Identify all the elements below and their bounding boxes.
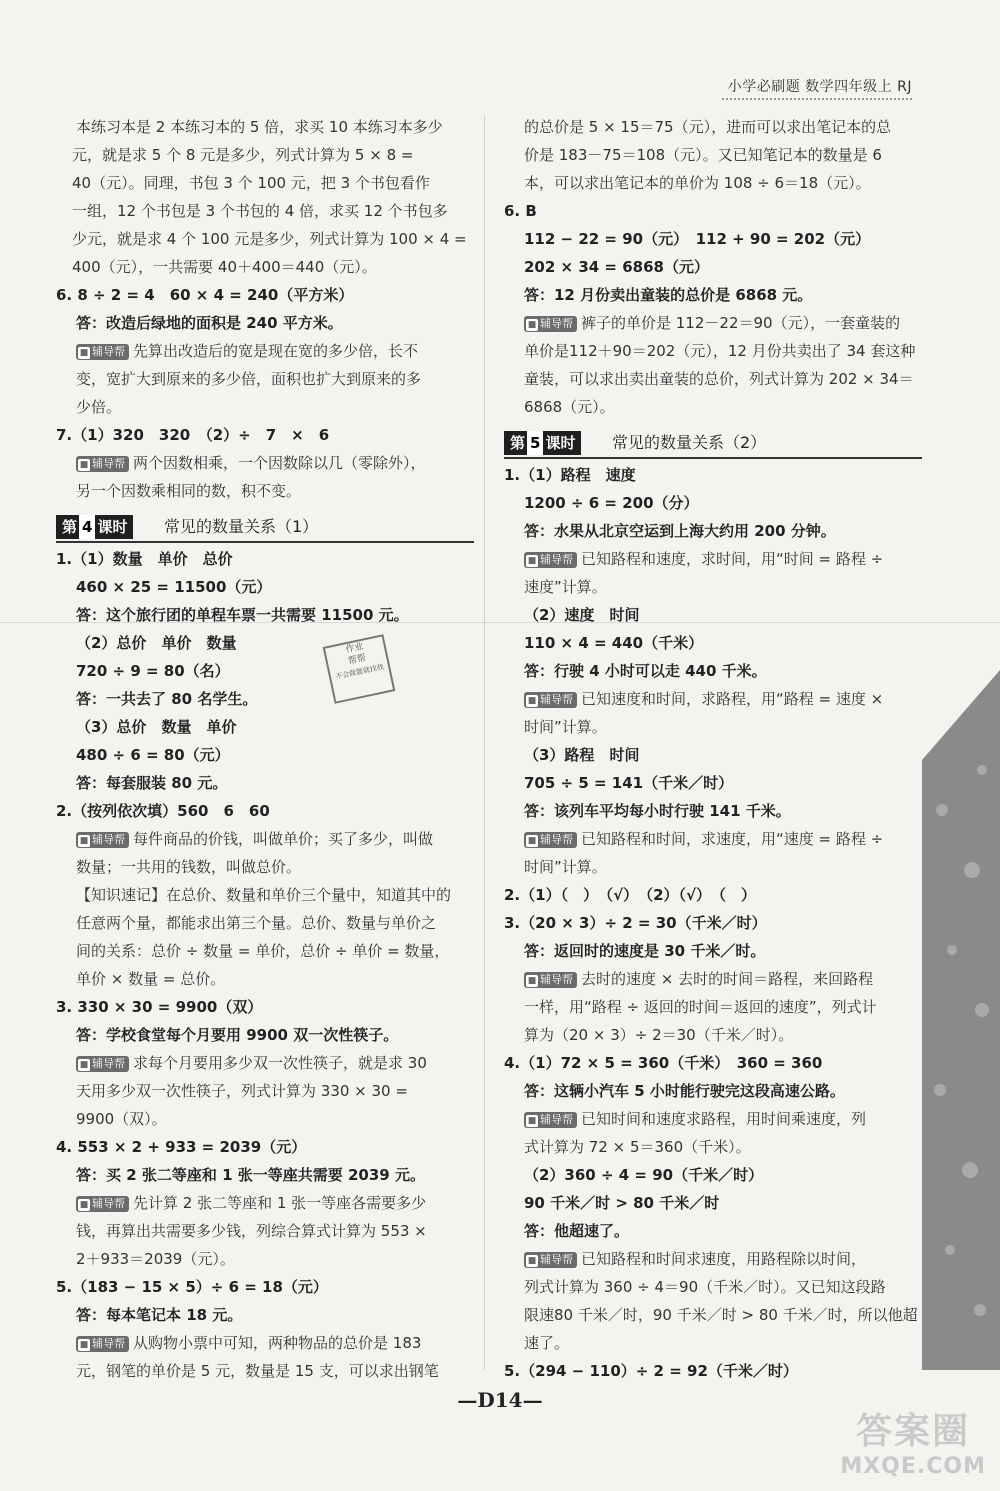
- book-icon: ■: [527, 1255, 537, 1266]
- line-text: 另一个因数乘相同的数，积不变。: [76, 482, 302, 500]
- explanation-line: [56, 113, 474, 141]
- explanation-line: [504, 113, 922, 141]
- explanation-line: [504, 713, 922, 741]
- line-text: 两个因数相乘，一个因数除以几（零除外），: [133, 454, 426, 472]
- explanation-line: [56, 365, 474, 393]
- line-text: 460 × 25 = 11500（元）: [76, 578, 272, 596]
- explanation-line: [56, 1189, 474, 1217]
- line-text: 4.（1）72 × 5 = 360（千米） 360 = 360: [504, 1054, 823, 1072]
- explanation-line: [56, 1217, 474, 1245]
- explanation-line: [504, 825, 922, 853]
- answer-line: [56, 741, 474, 769]
- answer-line: [56, 797, 474, 825]
- explanation-line: [56, 197, 474, 225]
- explanation-line: [56, 853, 474, 881]
- line-text: 6. 8 ÷ 2 = 4 60 × 4 = 240（平方米）: [56, 286, 354, 304]
- help-tag: [524, 1112, 577, 1128]
- line-text: 一样，用“路程 ÷ 返回的时间＝返回的速度”，列式计: [524, 998, 877, 1016]
- explanation-line: [504, 337, 922, 365]
- line-text: 答：买 2 张二等座和 1 张一等座共需要 2039 元。: [76, 1166, 425, 1184]
- line-text: （3）路程 时间: [524, 746, 640, 764]
- line-text: 1.（1）路程 速度: [504, 466, 636, 484]
- book-icon: ■: [527, 555, 537, 566]
- explanation-line: [504, 853, 922, 881]
- watermark-site: MXQE.COM: [840, 1454, 986, 1479]
- lesson-title: 常见的数量关系（1）: [164, 517, 319, 536]
- answer-line: [504, 253, 922, 281]
- line-text: 算为（20 × 3）÷ 2＝30（千米／时）。: [524, 1026, 794, 1044]
- explanation-line: [56, 337, 474, 365]
- line-text: 已知速度和时间，求路程，用“路程 = 速度 ×: [581, 690, 884, 708]
- answer-line: [504, 797, 922, 825]
- explanation-line: [504, 1021, 922, 1049]
- answer-line: [504, 1049, 922, 1077]
- answer-line: [56, 769, 474, 797]
- line-text: （3）总价 数量 单价: [76, 718, 237, 736]
- answer-line: [504, 461, 922, 489]
- book-icon: ■: [79, 835, 89, 846]
- line-text: 价是 183－75＝108（元）。又已知笔记本的数量是 6: [524, 146, 882, 164]
- help-tag: [524, 832, 577, 848]
- line-text: （2）360 ÷ 4 = 90（千米／时）: [524, 1166, 764, 1184]
- answer-line: [56, 421, 474, 449]
- answer-line: [504, 1217, 922, 1245]
- right-column: [504, 113, 922, 1385]
- answer-line: [56, 601, 474, 629]
- lesson-badge: [504, 431, 581, 455]
- help-label: 辅导帮: [92, 456, 125, 470]
- explanation-line: [56, 825, 474, 853]
- line-text: 答：行驶 4 小时可以走 440 千米。: [524, 662, 767, 680]
- line-text: 202 × 34 = 6868（元）: [524, 258, 709, 276]
- explanation-line: [504, 1133, 922, 1161]
- explanation-line: [56, 141, 474, 169]
- explanation-line: [56, 225, 474, 253]
- line-text: 3. 330 × 30 = 9900（双）: [56, 998, 263, 1016]
- explanation-line: [504, 1329, 922, 1357]
- line-text: 速度”计算。: [524, 578, 607, 596]
- explanation-line: [56, 1329, 474, 1357]
- book-icon: ■: [527, 695, 537, 706]
- line-text: （2）速度 时间: [524, 606, 640, 624]
- stamp-line: 不会做题就找我: [334, 662, 385, 681]
- explanation-line: [56, 1077, 474, 1105]
- explanation-line: [504, 309, 922, 337]
- line-text: 已知路程和时间，求速度，用“速度 = 路程 ÷: [581, 830, 884, 848]
- book-icon: ■: [527, 1115, 537, 1126]
- line-text: 单价是112＋90＝202（元），12 月份共卖出了 34 套这种: [524, 342, 916, 360]
- left-column: [56, 113, 474, 1385]
- line-text: 答：水果从北京空运到上海大约用 200 分钟。: [524, 522, 836, 540]
- line-text: 童装，可以求出卖出童装的总价，列式计算为 202 × 34＝: [524, 370, 914, 388]
- explanation-line: [504, 365, 922, 393]
- lesson-heading: [504, 425, 922, 459]
- lesson-badge: [56, 515, 133, 539]
- line-text: 元，钢笔的单价是 5 元，数量是 15 支，可以求出钢笔: [76, 1362, 439, 1380]
- line-text: 元，就是求 5 个 8 元是多少，列式计算为 5 × 8 =: [72, 146, 414, 164]
- line-text: 列式计算为 360 ÷ 4＝90（千米／时）。又已知这段路: [524, 1278, 886, 1296]
- answer-line: [56, 685, 474, 713]
- lesson-heading: [56, 509, 474, 543]
- line-text: 从购物小票中可知，两种物品的总价是 183: [133, 1334, 422, 1352]
- answer-line: [504, 197, 922, 225]
- line-text: 40（元）。同理，书包 3 个 100 元，把 3 个书包看作: [72, 174, 430, 192]
- watermark: [840, 1403, 986, 1479]
- help-label: 辅导帮: [540, 692, 573, 706]
- answer-line: [504, 909, 922, 937]
- help-tag: [524, 692, 577, 708]
- explanation-line: [56, 881, 474, 909]
- line-text: 求每个月要用多少双一次性筷子，就是求 30: [133, 1054, 427, 1072]
- help-tag: [524, 552, 577, 568]
- decorative-sidebar: [922, 670, 1000, 1370]
- answer-line: [56, 1301, 474, 1329]
- explanation-line: [56, 965, 474, 993]
- answer-line: [56, 1133, 474, 1161]
- answer-line: [504, 1077, 922, 1105]
- answer-line: [56, 281, 474, 309]
- help-tag: [524, 972, 577, 988]
- help-label: 辅导帮: [540, 1252, 573, 1266]
- help-tag: [524, 1252, 577, 1268]
- answer-line: [56, 1161, 474, 1189]
- line-text: 90 千米／时 > 80 千米／时: [524, 1194, 720, 1212]
- line-text: 3.（20 × 3）÷ 2 = 30（千米／时）: [504, 914, 767, 932]
- explanation-line: [504, 1301, 922, 1329]
- answer-line: [504, 657, 922, 685]
- line-text: 数量；一共用的钱数，叫做总价。: [76, 858, 302, 876]
- line-text: 答：一共去了 80 名学生。: [76, 690, 258, 708]
- book-icon: ■: [79, 1059, 89, 1070]
- line-text: 1200 ÷ 6 = 200（分）: [524, 494, 699, 512]
- answer-line: [56, 1273, 474, 1301]
- lesson-number: 5: [527, 431, 543, 455]
- line-text: 答：学校食堂每个月要用 9900 双一次性筷子。: [76, 1026, 399, 1044]
- line-text: 先算出改造后的宽是现在宽的多少倍，长不: [133, 342, 419, 360]
- answer-line: [56, 545, 474, 573]
- answer-line: [504, 741, 922, 769]
- help-label: 辅导帮: [540, 832, 573, 846]
- explanation-line: [504, 965, 922, 993]
- lesson-prefix: 第: [62, 518, 78, 536]
- line-text: 已知路程和时间求速度，用路程除以时间，: [581, 1250, 867, 1268]
- help-tag: [76, 832, 129, 848]
- line-text: 时间”计算。: [524, 718, 607, 736]
- line-text: 5.（183 − 15 × 5）÷ 6 = 18（元）: [56, 1278, 328, 1296]
- line-text: 110 × 4 = 440（千米）: [524, 634, 704, 652]
- line-text: 400（元），一共需要 40＋400＝440（元）。: [72, 258, 377, 276]
- line-text: 去时的速度 × 去时的时间＝路程，来回路程: [581, 970, 874, 988]
- line-text: 答：改造后绿地的面积是 240 平方米。: [76, 314, 343, 332]
- line-text: 答：这辆小汽车 5 小时能行驶完这段高速公路。: [524, 1082, 845, 1100]
- book-icon: ■: [79, 459, 89, 470]
- answer-line: [504, 629, 922, 657]
- help-tag: [524, 316, 577, 332]
- line-text: 5.（294 − 110）÷ 2 = 92（千米／时）: [504, 1362, 798, 1380]
- answer-line: [56, 1021, 474, 1049]
- line-text: 式计算为 72 × 5＝360（千米）。: [524, 1138, 751, 1156]
- explanation-line: [56, 169, 474, 197]
- explanation-line: [504, 685, 922, 713]
- help-label: 辅导帮: [92, 1336, 125, 1350]
- line-text: 每件商品的价钱，叫做单价；买了多少，叫做: [133, 830, 434, 848]
- explanation-line: [56, 937, 474, 965]
- line-text: 时间”计算。: [524, 858, 607, 876]
- line-text: 少倍。: [76, 398, 122, 416]
- line-text: 7.（1）320 320 （2）÷ 7 × 6: [56, 426, 330, 444]
- help-label: 辅导帮: [540, 972, 573, 986]
- help-tag: [76, 456, 129, 472]
- line-text: 任意两个量，都能求出第三个量。总价、数量与单价之: [76, 914, 437, 932]
- header-divider: [722, 98, 912, 100]
- explanation-line: [504, 141, 922, 169]
- help-tag: [76, 1056, 129, 1072]
- answer-line: [504, 517, 922, 545]
- explanation-line: [504, 1245, 922, 1273]
- line-text: 答：该列车平均每小时行驶 141 千米。: [524, 802, 791, 820]
- watermark-logo: 答案圈: [856, 1411, 971, 1452]
- line-text: （2）总价 单价 数量: [76, 634, 237, 652]
- line-text: 间的关系：总价 ÷ 数量 = 单价，总价 ÷ 单价 = 数量，: [76, 942, 450, 960]
- answer-line: [504, 881, 922, 909]
- help-label: 辅导帮: [540, 552, 573, 566]
- line-text: 2＋933＝2039（元）。: [76, 1250, 235, 1268]
- help-label: 辅导帮: [540, 316, 573, 330]
- book-header: 小学必刷题 数学四年级上 RJ: [727, 79, 912, 95]
- answer-line: [504, 489, 922, 517]
- explanation-line: [504, 573, 922, 601]
- line-text: 9900（双）。: [76, 1110, 167, 1128]
- help-label: 辅导帮: [92, 1056, 125, 1070]
- help-label: 辅导帮: [92, 832, 125, 846]
- line-text: 【知识速记】在总价、数量和单价三个量中，知道其中的: [76, 886, 452, 904]
- line-text: 变，宽扩大到原来的多少倍，面积也扩大到原来的多: [76, 370, 422, 388]
- help-label: 辅导帮: [92, 344, 125, 358]
- answer-line: [504, 937, 922, 965]
- line-text: 480 ÷ 6 = 80（元）: [76, 746, 230, 764]
- answer-line: [56, 993, 474, 1021]
- answer-line: [56, 629, 474, 657]
- column-divider: [484, 115, 485, 1370]
- help-tag: [76, 1336, 129, 1352]
- line-text: 2.（按列依次填）560 6 60: [56, 802, 270, 820]
- answer-line: [504, 1189, 922, 1217]
- line-text: 答：每本笔记本 18 元。: [76, 1306, 243, 1324]
- explanation-line: [504, 1105, 922, 1133]
- explanation-line: [56, 1105, 474, 1133]
- line-text: 答：返回时的速度是 30 千米／时。: [524, 942, 766, 960]
- lesson-number: 4: [79, 515, 95, 539]
- line-text: 速了。: [524, 1334, 570, 1352]
- answer-line: [504, 769, 922, 797]
- line-text: 本，可以求出笔记本的单价为 108 ÷ 6＝18（元）。: [524, 174, 871, 192]
- book-icon: ■: [527, 835, 537, 846]
- answer-line: [504, 1357, 922, 1385]
- stamp-line: 帮帮: [347, 653, 367, 667]
- line-text: 先计算 2 张二等座和 1 张一等座各需要多少: [133, 1194, 427, 1212]
- line-text: 1.（1）数量 单价 总价: [56, 550, 233, 568]
- explanation-line: [56, 477, 474, 505]
- page-number: —D14—: [457, 1388, 543, 1412]
- book-icon: ■: [79, 1199, 89, 1210]
- lesson-suffix: 课时: [545, 434, 576, 452]
- help-tag: [76, 1196, 129, 1212]
- help-label: 辅导帮: [540, 1112, 573, 1126]
- answer-line: [504, 1161, 922, 1189]
- line-text: 钱，再算出共需要多少钱，列综合算式计算为 553 ×: [76, 1222, 427, 1240]
- help-tag: [76, 344, 129, 360]
- line-text: 少元，就是求 4 个 100 元是多少，列式计算为 100 × 4 =: [72, 230, 467, 248]
- lesson-suffix: 课时: [97, 518, 128, 536]
- line-text: 单价 × 数量 = 总价。: [76, 970, 226, 988]
- book-icon: ■: [527, 975, 537, 986]
- lesson-prefix: 第: [510, 434, 526, 452]
- explanation-line: [56, 1357, 474, 1385]
- answer-line: [56, 713, 474, 741]
- line-text: 2.（1）（ ） （√） （2）（√） （ ）: [504, 886, 757, 904]
- answer-line: [504, 601, 922, 629]
- line-text: 答：12 月份卖出童装的总价是 6868 元。: [524, 286, 813, 304]
- explanation-line: [504, 169, 922, 197]
- explanation-line: [504, 993, 922, 1021]
- answer-line: [56, 657, 474, 685]
- line-text: 6868（元）。: [524, 398, 615, 416]
- line-text: 答：每套服装 80 元。: [76, 774, 228, 792]
- line-text: 答：这个旅行团的单程车票一共需要 11500 元。: [76, 606, 409, 624]
- line-text: 720 ÷ 9 = 80（名）: [76, 662, 230, 680]
- explanation-line: [56, 1049, 474, 1077]
- line-text: 4. 553 × 2 + 933 = 2039（元）: [56, 1138, 307, 1156]
- explanation-line: [56, 909, 474, 937]
- explanation-line: [56, 393, 474, 421]
- line-text: 的总价是 5 × 15＝75（元），进而可以求出笔记本的总: [524, 118, 892, 136]
- line-text: 705 ÷ 5 = 141（千米／时）: [524, 774, 734, 792]
- explanation-line: [504, 393, 922, 421]
- line-text: 天用多少双一次性筷子，列式计算为 330 × 30 =: [76, 1082, 408, 1100]
- explanation-line: [56, 1245, 474, 1273]
- answer-line: [56, 309, 474, 337]
- stamp-line: 作业: [344, 641, 365, 656]
- answer-line: [504, 281, 922, 309]
- line-text: 已知时间和速度求路程，用时间乘速度，列: [581, 1110, 867, 1128]
- line-text: 112 − 22 = 90（元） 112 + 90 = 202（元）: [524, 230, 871, 248]
- line-text: 答：他超速了。: [524, 1222, 630, 1240]
- book-icon: ■: [527, 319, 537, 330]
- line-text: 一组，12 个书包是 3 个书包的 4 倍，求买 12 个书包多: [72, 202, 448, 220]
- book-icon: ■: [79, 347, 89, 358]
- line-text: 裤子的单价是 112－22＝90（元），一套童装的: [581, 314, 901, 332]
- explanation-line: [504, 1273, 922, 1301]
- line-text: 本练习本是 2 本练习本的 5 倍，求买 10 本练习本多少: [76, 118, 443, 136]
- book-icon: ■: [79, 1339, 89, 1350]
- explanation-line: [504, 545, 922, 573]
- help-label: 辅导帮: [92, 1196, 125, 1210]
- line-text: 已知路程和速度，求时间，用“时间 = 路程 ÷: [581, 550, 884, 568]
- line-text: 6. B: [504, 202, 537, 220]
- explanation-line: [56, 449, 474, 477]
- answer-line: [504, 225, 922, 253]
- lesson-title: 常见的数量关系（2）: [612, 433, 767, 452]
- answer-line: [56, 573, 474, 601]
- line-text: 限速80 千米／时，90 千米／时 > 80 千米／时，所以他超: [524, 1306, 918, 1324]
- explanation-line: [56, 253, 474, 281]
